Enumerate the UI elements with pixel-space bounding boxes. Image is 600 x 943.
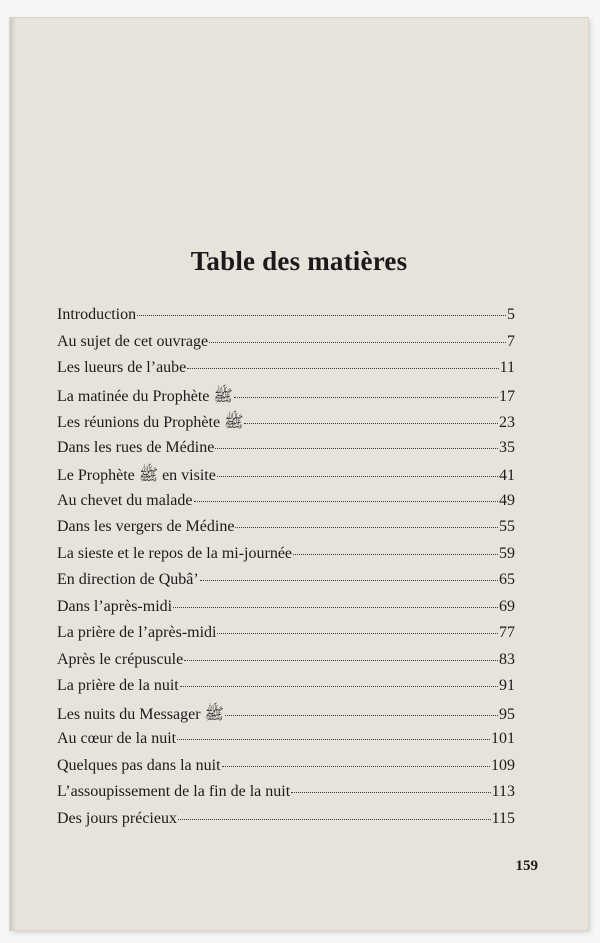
page-number: 159 — [515, 858, 538, 874]
dot-leader — [200, 580, 498, 581]
toc-entry — [57, 651, 515, 678]
toc-entry — [57, 677, 515, 704]
dot-leader — [187, 368, 498, 369]
toc-entry-page: 49 — [499, 491, 515, 509]
toc-entry-page: 109 — [491, 756, 515, 774]
dot-leader — [173, 607, 498, 608]
toc-entry — [57, 333, 515, 360]
dot-leader — [194, 501, 499, 502]
toc-entry-page: 35 — [499, 438, 515, 456]
page-edge-shadow — [10, 18, 16, 930]
dot-leader — [180, 686, 498, 687]
dot-leader — [209, 342, 506, 343]
dot-leader — [184, 660, 498, 661]
book-page — [10, 18, 588, 930]
toc-entry — [57, 306, 515, 333]
toc-entry-page: 59 — [499, 544, 515, 562]
toc-entry-title: La sieste et le repos de la mi-journée — [57, 544, 293, 562]
toc-entry — [57, 439, 515, 466]
toc-entry-title: La prière de l’après-midi — [57, 624, 217, 641]
dot-leader — [291, 792, 490, 793]
toc-entry-page: 5 — [507, 306, 515, 323]
dot-leader — [215, 448, 498, 449]
toc-entry-title: Au chevet du malade — [57, 491, 193, 509]
toc-entry-page: 41 — [499, 467, 515, 484]
toc-entry — [57, 624, 515, 651]
toc-entry-title: La prière de la nuit — [57, 677, 179, 694]
toc-entry-title: Au cœur de la nuit — [57, 730, 177, 747]
toc-entry — [57, 492, 515, 519]
toc-entry-title: Le Prophète ﷺ en visite — [57, 467, 216, 484]
toc-entry-page: 83 — [499, 650, 515, 668]
dot-leader — [222, 766, 490, 767]
toc-entry-page: 91 — [499, 677, 515, 694]
toc-entry — [57, 412, 515, 439]
toc-entry-title: Dans les rues de Médine — [57, 438, 215, 456]
toc-entry-page: 115 — [491, 809, 515, 827]
toc-entry-page: 11 — [499, 359, 515, 376]
toc-entry-title: Au sujet de cet ouvrage — [57, 332, 209, 350]
toc-entry — [57, 518, 515, 545]
toc-entry-page: 95 — [499, 705, 515, 723]
toc-entry — [57, 810, 515, 837]
toc-entry-page: 7 — [507, 332, 515, 350]
dot-leader — [225, 715, 498, 716]
dot-leader — [244, 423, 498, 424]
toc-entry-title: Les lueurs de l’aube — [57, 359, 187, 376]
dot-leader — [177, 739, 490, 740]
toc-entry-title: L’assoupissement de la fin de la nuit — [57, 783, 291, 800]
toc-entry-page: 101 — [491, 730, 515, 747]
toc-entry-page: 113 — [491, 783, 515, 800]
toc-entry-title: Introduction — [57, 306, 137, 323]
toc-entry — [57, 704, 515, 731]
toc-entry-title: Dans l’après-midi — [57, 597, 173, 615]
toc-entry-page: 69 — [499, 597, 515, 615]
dot-leader — [235, 527, 498, 528]
dot-leader — [217, 633, 498, 634]
toc-entry — [57, 730, 515, 757]
toc-entry — [57, 545, 515, 572]
toc-entry — [57, 757, 515, 784]
toc-entry-title: Dans les vergers de Médine — [57, 518, 235, 535]
dot-leader — [234, 397, 498, 398]
page-title: Table des matières — [190, 246, 408, 276]
toc-entry-title: En direction de Qubâ’ — [57, 571, 199, 588]
toc-entry-title: Des jours précieux — [57, 809, 177, 827]
dot-leader — [137, 315, 506, 316]
toc-entry-page: 65 — [499, 571, 515, 588]
toc-entry-title: Les réunions du Prophète ﷺ — [57, 414, 244, 431]
toc-entry-title: La matinée du Prophète ﷺ — [57, 387, 233, 405]
toc-entry-page: 77 — [499, 624, 515, 641]
dot-leader — [217, 476, 498, 477]
toc-entry-page: 17 — [499, 387, 515, 405]
toc-entry — [57, 598, 515, 625]
toc-entry-title: Quelques pas dans la nuit — [57, 756, 221, 774]
toc-entry-page: 55 — [499, 518, 515, 535]
toc-entry-title: Les nuits du Messager ﷺ — [57, 705, 224, 723]
toc-entry — [57, 386, 515, 413]
toc-entry — [57, 465, 515, 492]
toc-entry-title: Après le crépuscule — [57, 650, 184, 668]
table-of-contents — [57, 306, 515, 836]
toc-entry — [57, 783, 515, 810]
toc-entry-page: 23 — [499, 414, 515, 431]
toc-entry — [57, 571, 515, 598]
toc-entry — [57, 359, 515, 386]
dot-leader — [293, 554, 498, 555]
dot-leader — [178, 819, 491, 820]
